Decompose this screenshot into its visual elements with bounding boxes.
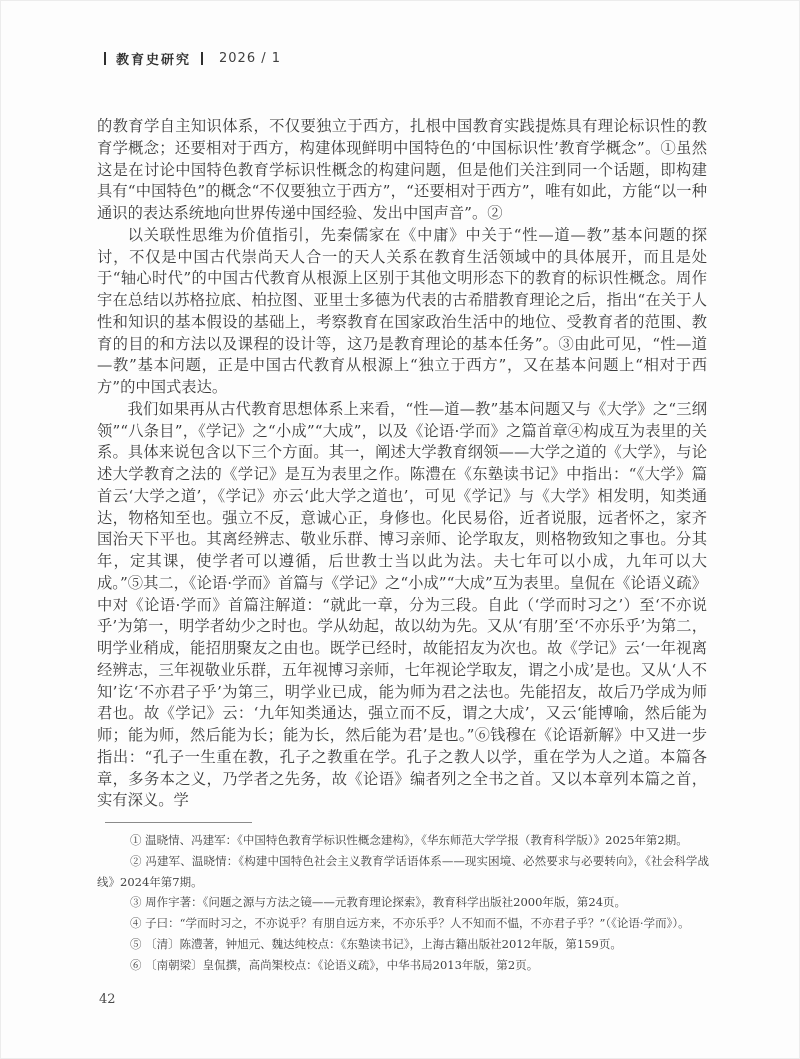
footnote-divider	[105, 822, 252, 823]
page-header	[104, 49, 281, 68]
footnote-item-3: ③ 周作宇著：《问题之源与方法之镜——元教育理论探索》，教育科学出版社2000年版，第24页。	[130, 895, 627, 910]
footnote-item-2: ② 冯建军、温晓情：《构建中国特色社会主义教育学话语体系——现实困境、必然要求与必要转向》，《社会科学战线》2024年第7期。	[97, 853, 709, 889]
footnote-item-1: ① 温晓情、冯建军：《中国特色教育学标识性概念建构》，《华东师范大学学报（教育科学版）》2025年第2期。	[130, 833, 688, 847]
footnote-item-6: ⑥ 〔南朝梁〕皇侃撰，高尚榘校点：《论语义疏》，中华书局2013年版，第2页。	[130, 957, 539, 972]
header-bar-right-icon	[201, 52, 203, 65]
footnotes-section	[97, 822, 709, 976]
footnote-item-5: ⑤ 〔清〕陈澧著，钟旭元、魏达纯校点：《东塾读书记》，上海古籍出版社2012年版，第159页。	[130, 936, 622, 951]
header-bar-left-icon	[104, 52, 106, 65]
body-paragraph-1: 的教育学自主知识体系，不仅要独立于西方，扎根中国教育实践提炼具有理论标识性的教育学概念；还要相对于西方，构建体现鲜明中国特色的‘中国标识性’教育学概念”。①虽然这是在讨论中国特色教育学标识性概念的构建问题，但是他们关注到同一个话题，即构建具有“中国特色”的概念“不仅要独立于西方”，“还要相对于西方”，唯有如此，方能“以一种通识的表达系统地向世界传递中国经验、发出中国声音”。②	[97, 117, 707, 222]
body-paragraph-2: 以关联性思维为价值指引，先秦儒家在《中庸》中关于“性—道—教”基本问题的探讨，不仅是中国古代崇尚天人合一的天人关系在教育生活领域中的具体展开，而且是处于“轴心时代”的中国古代教育从根源上区别于其他文明形态下的教育的标识性概念。周作宇在总结以苏格拉底、柏拉图、亚里士多德为代表的古希腊教育理论之后，指出“在关于人性和知识的基本假设的基础上，考察教育在国家政治生活中的地位、受教育者的范围、教育的目的和方法以及课程的设计等，这乃是教育理论的基本任务”。③由此可见，“性—道—教”基本问题，正是中国古代教育从根源上“独立于西方”，又在基本问题上“相对于西方”的中国式表达。	[97, 225, 707, 396]
page-number: 42	[99, 992, 116, 1007]
footnote-item-4: ④ 子曰：“学而时习之，不亦说乎？有朋自远方来，不亦乐乎？人不知而不愠，不亦君子乎？”（《论语·学而》）。	[130, 916, 690, 931]
journal-name: 教育史研究	[116, 53, 192, 68]
body-paragraph-3: 我们如果再从古代教育思想体系上来看，“性—道—教”基本问题又与《大学》之“三纲领”“八条目”，《学记》之“小成”“大成”，以及《论语·学而》之篇首章④构成互为表里的关系。具体来说包含以下三个方面。其一，阐述大学教育纲领——大学之道的《大学》，与论述大学教育之法的《学记》是互为表里之作。陈澧在《东塾读书记》中指出：“《大学》篇首云‘大学之道’，《学记》亦云‘此大学之道也’，可见《学记》与《大学》相发明，知类通达，物格知至也。强立不反，意诚心正，身修也。化民易俗，近者说服，远者怀之，家齐国治天下平也。其离经辨志、敬业乐群、博习亲师、论学取友，则格物致知之事也。分其年，定其课，使学者可以遵循，后世教士当以此为法。夫七年可以小成，九年可以大成。”⑤其二，《论语·学而》首篇与《学记》之“小成”“大成”互为表里。皇侃在《论语义疏》中对《论语·学而》首篇注解道：“就此一章，分为三段。自此（‘学而时习之’）至‘不亦说乎’为第一，明学者幼少之时也。学从幼起，故以幼为先。又从‘有朋’至‘不亦乐乎’为第二，明学业稍成，能招朋聚友之由也。既学已经时，故能招友为次也。故《学记》云‘一年视离经辨志，三年视敬业乐群，五年视博习亲师，七年视论学取友，谓之小成’是也。又从‘人不知’讫‘不亦君子乎’为第三，明学业已成，能为师为君之法也。先能招友，故后乃学成为师君也。故《学记》云：‘九年知类通达，强立而不反，谓之大成’，又云‘能博喻，然后能为师；能为师，然后能为长；能为长，然后能为君’是也。”⑥钱穆在《论语新解》中又进一步指出：“孔子一生重在教，孔子之教重在学。孔子之教人以学，重在学为人之道。本篇各章，多务本之义，乃学者之先务，故《论语》编者列之全书之首。又以本章列本篇之首，实有深义。学	[97, 399, 707, 810]
article-body	[97, 116, 707, 812]
issue-number: 2026 / 1	[219, 51, 282, 66]
